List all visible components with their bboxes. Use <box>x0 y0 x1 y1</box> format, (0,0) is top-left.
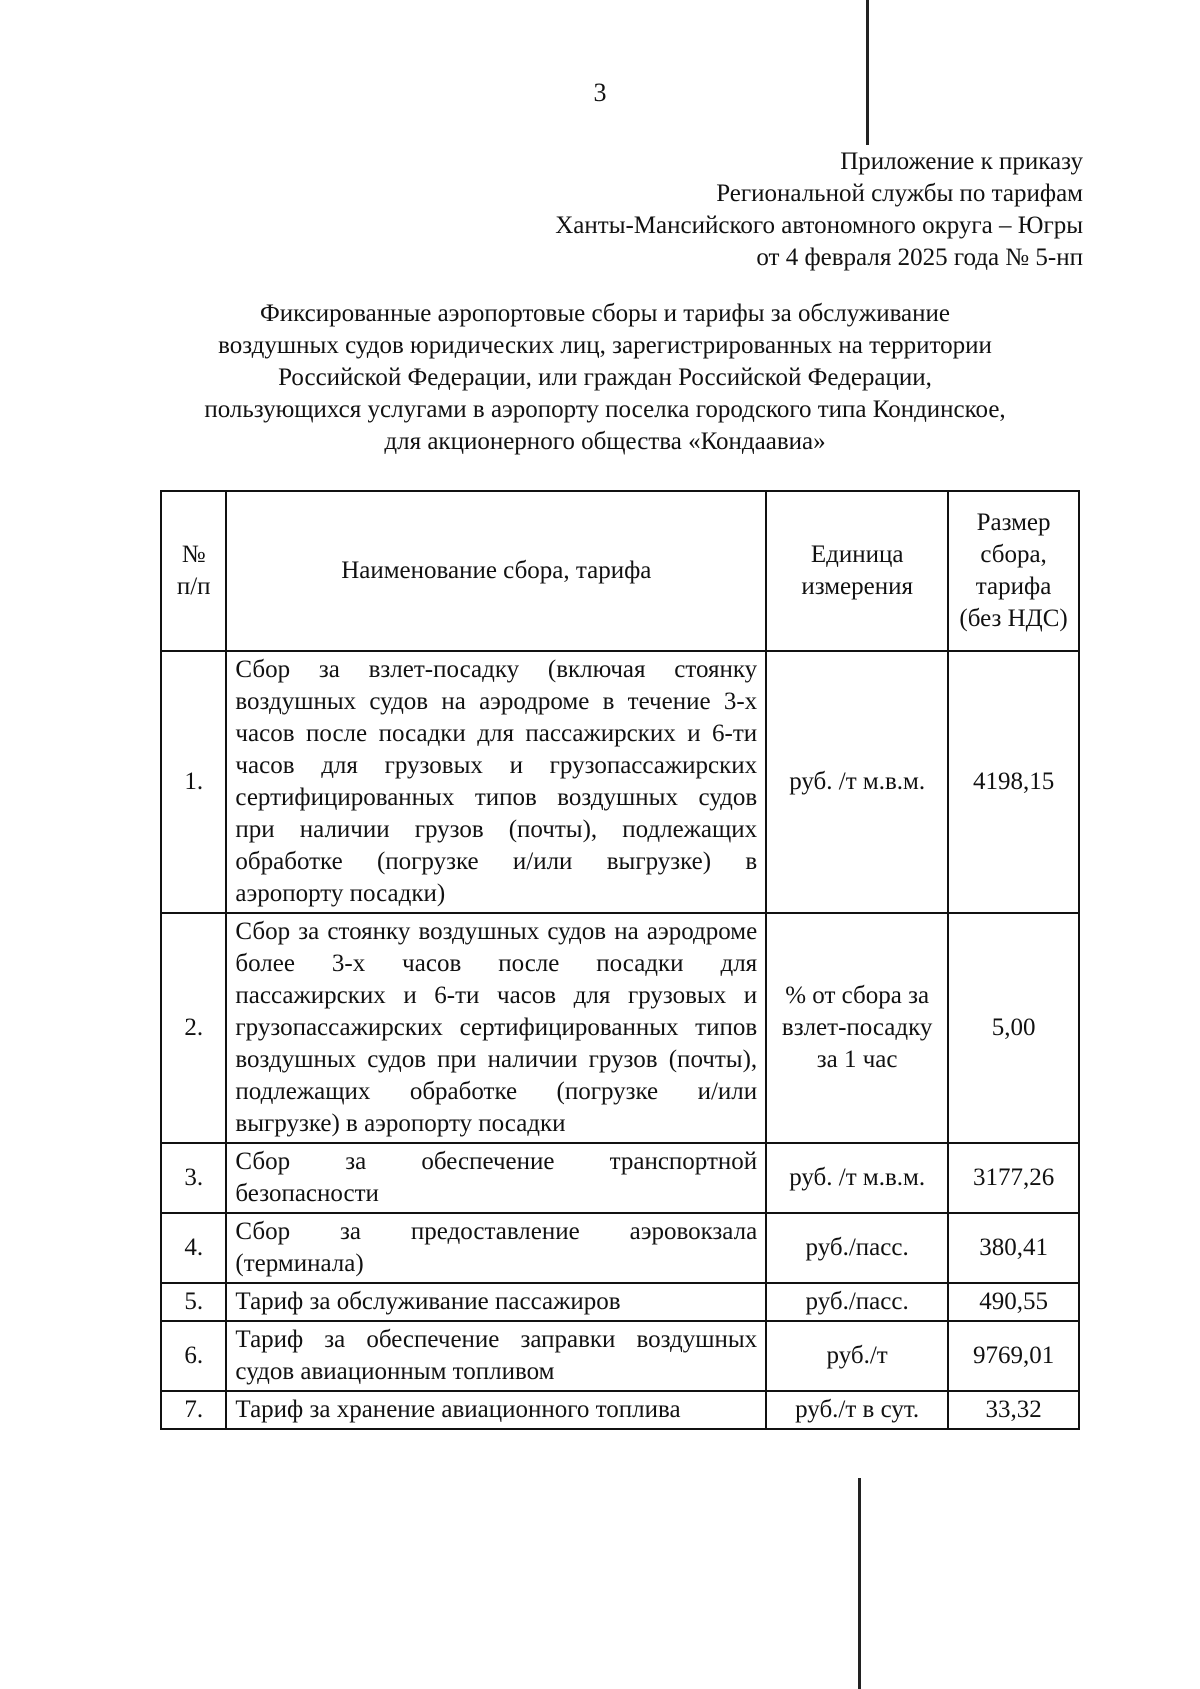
row-name: Сбор за стоянку воздушных судов на аэродроме более 3-х часов после посадки для пассажирских и 6-ти часов для грузовых и грузопассажирских сертифицированных типов воздушных судов при наличии грузов (почты), подлежащих обработке (погрузке и/или выгрузке) в аэропорту посадки <box>226 913 766 1143</box>
scan-line-top <box>866 0 869 145</box>
row-unit: % от сбора за взлет-посадку за 1 час <box>766 913 948 1143</box>
row-num: 5. <box>161 1283 226 1321</box>
appendix-line: от 4 февраля 2025 года № 5-нп <box>756 244 1083 271</box>
row-unit: руб./т <box>766 1321 948 1391</box>
table-row <box>161 1391 1079 1429</box>
row-name: Тариф за хранение авиационного топлива <box>226 1391 766 1429</box>
row-num: 3. <box>161 1143 226 1213</box>
row-value: 5,00 <box>948 913 1079 1143</box>
row-name: Сбор за предоставление аэровокзала (терминала) <box>226 1213 766 1283</box>
row-num: 6. <box>161 1321 226 1391</box>
table-row <box>161 1321 1079 1391</box>
title-line: для акционерного общества «Кондаавиа» <box>384 428 826 455</box>
table-row <box>161 651 1079 913</box>
appendix-reference <box>555 146 1083 274</box>
row-unit: руб./т в сут. <box>766 1391 948 1429</box>
row-name: Тариф за обслуживание пассажиров <box>226 1283 766 1321</box>
row-value: 9769,01 <box>948 1321 1079 1391</box>
row-value: 33,32 <box>948 1391 1079 1429</box>
row-name: Сбор за взлет-посадку (включая стоянку воздушных судов на аэродроме в течение 3-х часов после посадки для пассажирских и 6-ти часов для грузовых и грузопассажирских сертифицированных типов воздушных судов при наличии грузов (почты), подлежащих обработке (погрузке и/или выгрузке) в аэропорту посадки) <box>226 651 766 913</box>
row-num: 1. <box>161 651 226 913</box>
appendix-line: Приложение к приказу <box>840 148 1083 175</box>
appendix-line: Региональной службы по тарифам <box>716 180 1083 207</box>
scan-line-bottom <box>858 1478 861 1689</box>
row-name: Тариф за обеспечение заправки воздушных судов авиационным топливом <box>226 1321 766 1391</box>
header-name: Наименование сбора, тарифа <box>226 491 766 651</box>
header-num: № п/п <box>161 491 226 651</box>
table-row <box>161 913 1079 1143</box>
row-unit: руб./пасс. <box>766 1283 948 1321</box>
table-row <box>161 1213 1079 1283</box>
header-value: Размер сбора, тарифа (без НДС) <box>948 491 1079 651</box>
title-line: Российской Федерации, или граждан Российской Федерации, <box>278 364 932 391</box>
tariff-table <box>160 490 1080 1430</box>
row-name: Сбор за обеспечение транспортной безопасности <box>226 1143 766 1213</box>
title-line: Фиксированные аэропортовые сборы и тарифы за обслуживание <box>259 300 951 327</box>
row-unit: руб./пасс. <box>766 1213 948 1283</box>
table-row <box>161 1143 1079 1213</box>
title-line: пользующихся услугами в аэропорту поселка городского типа Кондинское, <box>204 396 1006 423</box>
document-title <box>150 298 1060 458</box>
row-value: 490,55 <box>948 1283 1079 1321</box>
row-value: 380,41 <box>948 1213 1079 1283</box>
appendix-line: Ханты-Мансийского автономного округа – Югры <box>555 212 1083 239</box>
row-num: 7. <box>161 1391 226 1429</box>
row-unit: руб. /т м.в.м. <box>766 651 948 913</box>
table-header-row <box>161 491 1079 651</box>
row-unit: руб. /т м.в.м. <box>766 1143 948 1213</box>
table-row <box>161 1283 1079 1321</box>
page-number: 3 <box>593 78 607 107</box>
header-unit: Единица измерения <box>766 491 948 651</box>
row-num: 4. <box>161 1213 226 1283</box>
title-line: воздушных судов юридических лиц, зарегистрированных на территории <box>218 332 992 359</box>
row-value: 3177,26 <box>948 1143 1079 1213</box>
row-value: 4198,15 <box>948 651 1079 913</box>
row-num: 2. <box>161 913 226 1143</box>
